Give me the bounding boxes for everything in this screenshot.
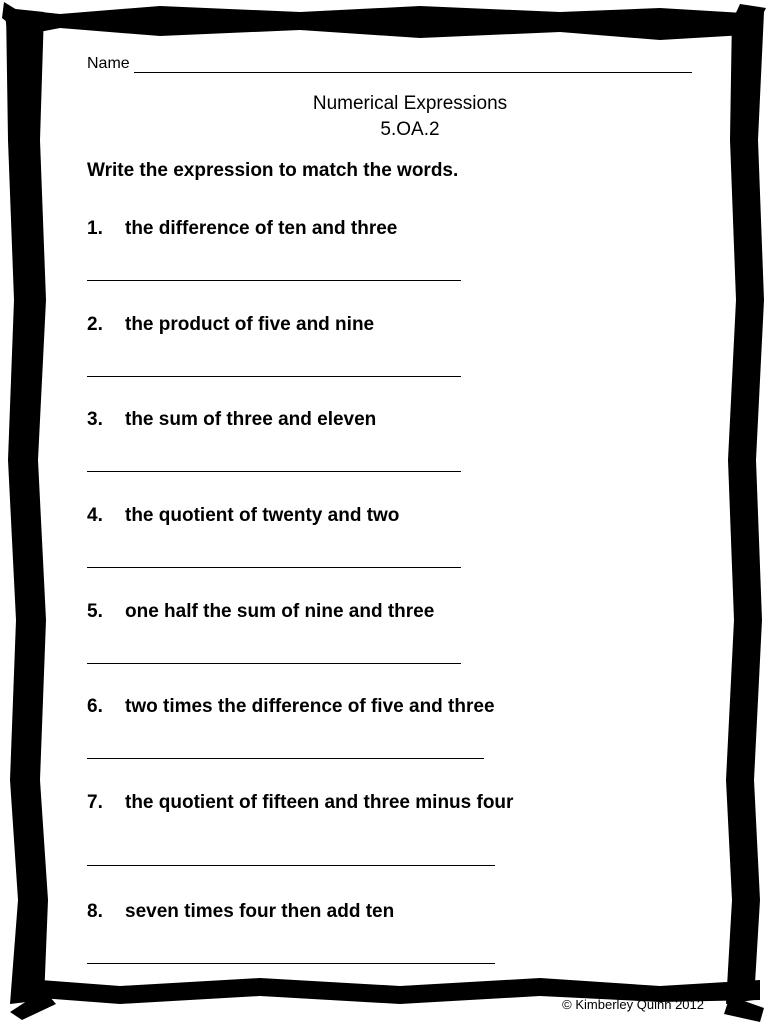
problem-number: 7.: [87, 792, 103, 813]
answer-line-8[interactable]: [87, 963, 495, 964]
answer-line-4[interactable]: [87, 567, 461, 568]
problem-3: [87, 409, 376, 431]
answer-line-3[interactable]: [87, 471, 461, 472]
problem-text: the difference of ten and three: [125, 218, 398, 239]
problem-number: 8.: [87, 901, 103, 922]
problem-8: [87, 901, 394, 923]
name-label: Name: [87, 55, 130, 72]
worksheet-title: Numerical Expressions: [312, 93, 508, 114]
problem-text: the sum of three and eleven: [125, 409, 377, 430]
problem-6: [87, 696, 495, 718]
standard-code: 5.OA.2: [380, 119, 440, 140]
problem-number: 4.: [87, 505, 103, 526]
problem-text: the quotient of fifteen and three minus four: [125, 792, 514, 813]
problem-number: 5.: [87, 601, 103, 622]
problem-text: the quotient of twenty and two: [125, 505, 400, 526]
problem-2: [87, 314, 374, 336]
problem-number: 2.: [87, 314, 103, 335]
problem-7: [87, 792, 513, 814]
name-field: [87, 55, 692, 73]
answer-line-6[interactable]: [87, 758, 484, 759]
answer-line-2[interactable]: [87, 376, 461, 377]
problem-number: 6.: [87, 696, 103, 717]
answer-line-5[interactable]: [87, 663, 461, 664]
problem-5: [87, 601, 434, 623]
problem-text: one half the sum of nine and three: [125, 601, 435, 622]
name-answer-line[interactable]: [134, 56, 692, 73]
problem-text: the product of five and nine: [125, 314, 375, 335]
problem-number: 3.: [87, 409, 103, 430]
problem-text: two times the difference of five and three: [125, 696, 495, 717]
instructions: Write the expression to match the words.: [87, 160, 459, 181]
problem-1: [87, 218, 397, 240]
problem-number: 1.: [87, 218, 103, 239]
problem-text: seven times four then add ten: [125, 901, 395, 922]
copyright-notice: © Kimberley Quinn 2012: [562, 997, 704, 1012]
answer-line-1[interactable]: [87, 280, 461, 281]
problem-4: [87, 505, 399, 527]
answer-line-7[interactable]: [87, 865, 495, 866]
